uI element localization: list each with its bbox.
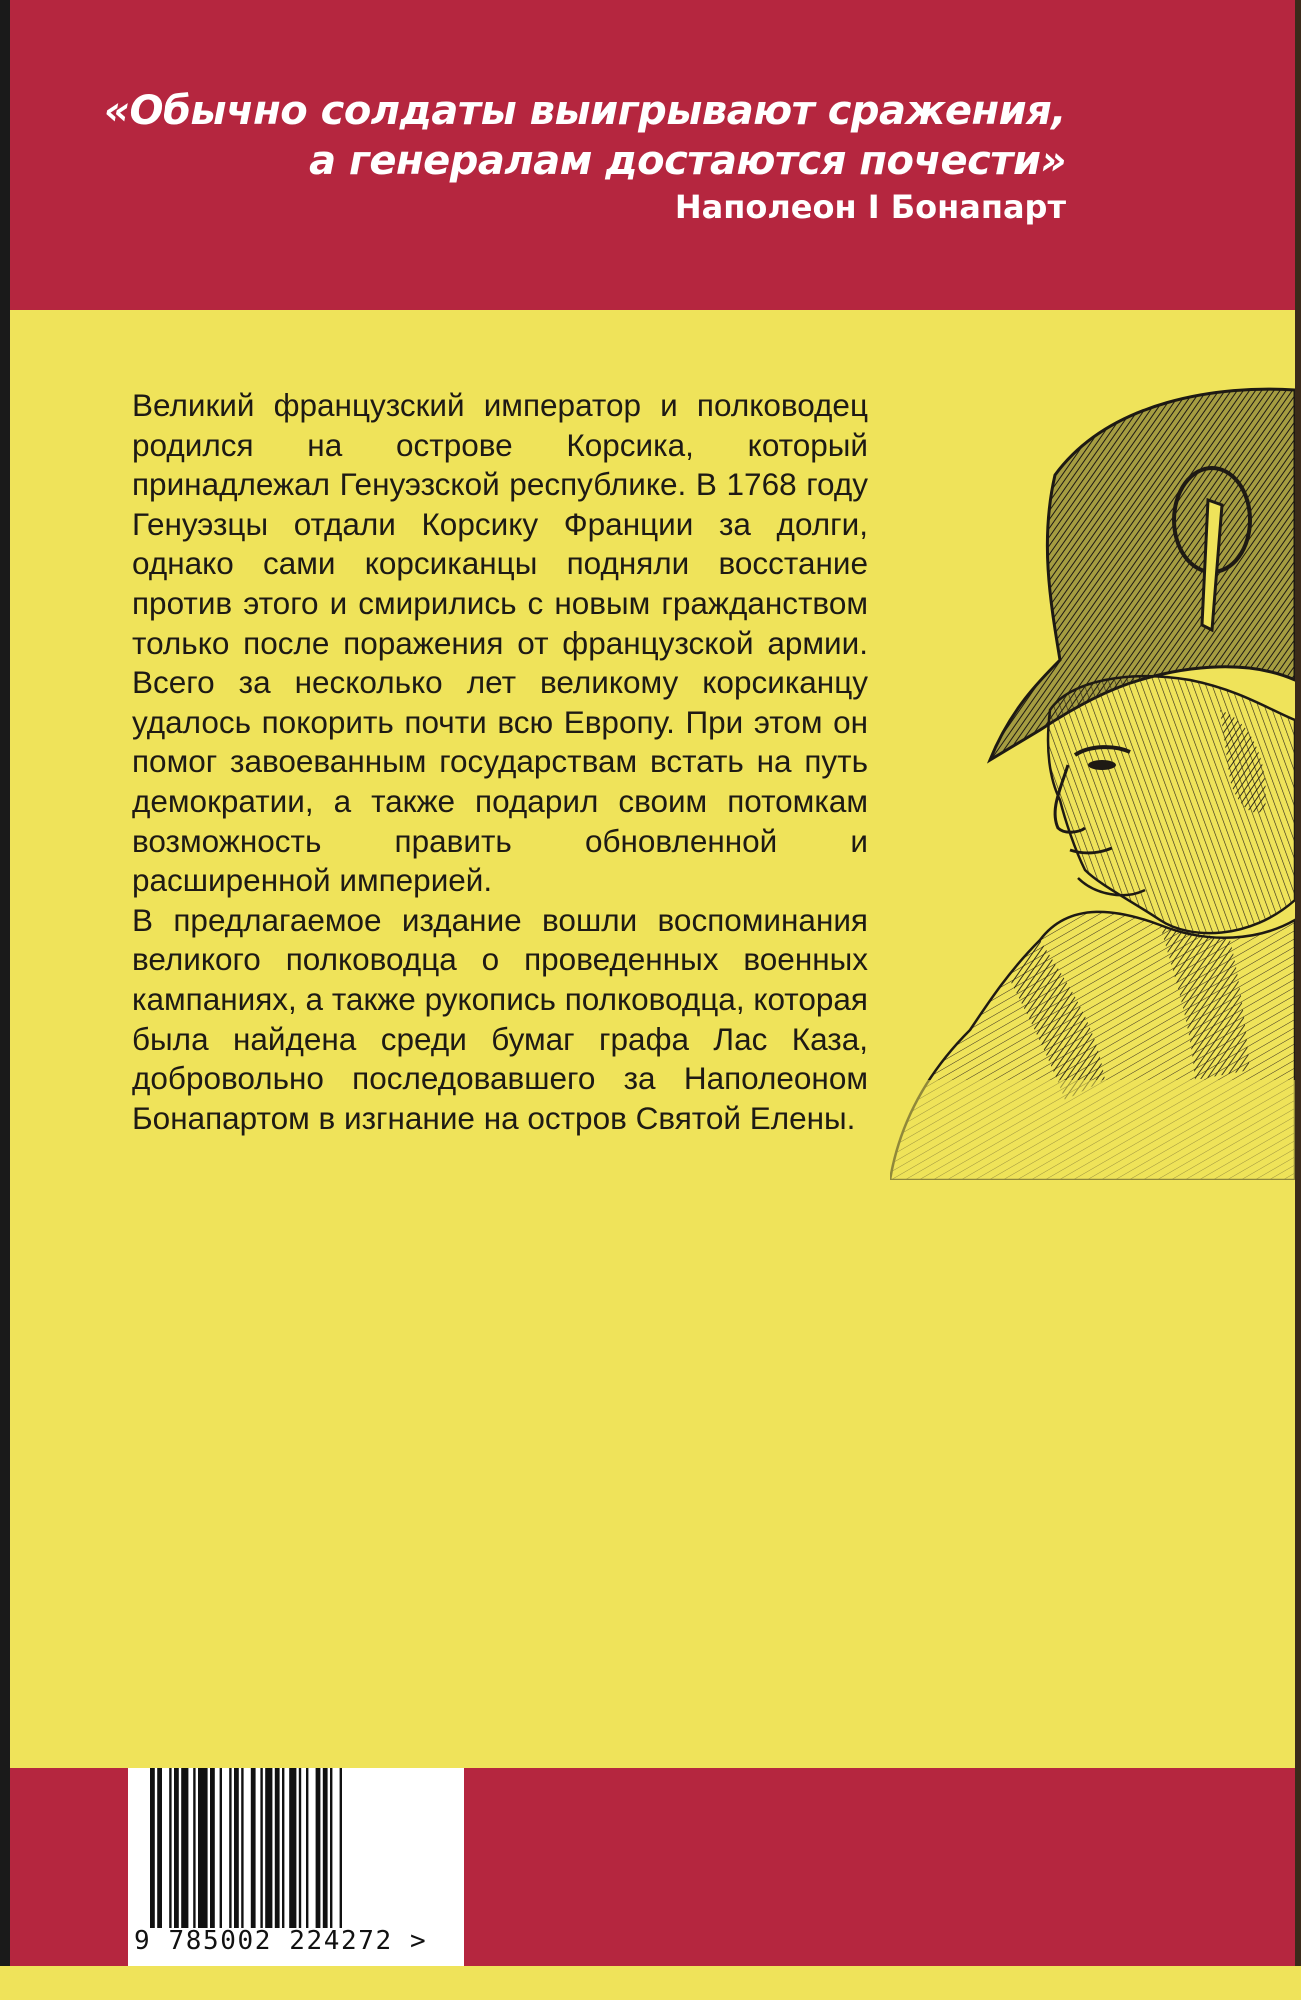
barcode-bar [251, 1768, 256, 1928]
barcode-bar [198, 1768, 208, 1928]
barcode-bar [210, 1768, 215, 1928]
barcode-bar [340, 1768, 342, 1928]
epigraph-quote [104, 86, 1066, 186]
barcode-bar [193, 1768, 195, 1928]
barcode-bar [220, 1768, 222, 1928]
barcode-bar [316, 1768, 321, 1928]
barcode-bar [260, 1768, 262, 1928]
barcode-bar [323, 1768, 328, 1928]
quote-author: Наполеон I Бонапарт [674, 188, 1066, 226]
barcode-bar [181, 1768, 188, 1928]
cover-right-edge [1295, 0, 1301, 2000]
bottom-edge-strip [0, 1966, 1301, 2000]
quote-line-2: а генералам достаются почести» [309, 138, 1066, 184]
barcode-bar [289, 1768, 296, 1928]
barcode-bar [241, 1768, 243, 1928]
annotation-paragraph-2: В предлагаемое издание вошли воспоминания великого полководца о проведенных военных кампаниях, а также рукопись полководца, которая была найдена среди бумаг графа Лас Каза, добровольно последовавшего за Наполеоном Бонапартом в изгнание на остров Святой Елены. [132, 901, 868, 1136]
annotation-paragraph-1: Великий французский император и полководец родился на острове Корсика, который принадлежал Генуэзской республике. В 1768 году Генуэзцы отдали Корсику Франции за долги, однако сами корсиканцы подняли восстание против этого и смирились с новым гражданством только после поражения от французской армии. Всего за несколько лет великому корсиканцу удалось покорить почти всю Европу. При этом он помог завоеванным государствам встать на путь демократии, а также подарил своим потомкам возможность править обновленной и расширенной империей. [132, 387, 868, 899]
barcode-bar [265, 1768, 272, 1928]
barcode-bar [330, 1768, 332, 1928]
barcode-bar [229, 1768, 231, 1928]
barcode-bar [150, 1768, 155, 1928]
barcode-bar [299, 1768, 301, 1928]
quote-line-1: «Обычно солдаты выигрывают сражения, [104, 88, 1066, 134]
barcode-bars [148, 1768, 448, 1928]
barcode-bar [174, 1768, 179, 1928]
barcode-bar [157, 1768, 162, 1928]
annotation-text [132, 386, 868, 1138]
barcode-bar [234, 1768, 239, 1928]
napoleon-portrait-engraving [890, 380, 1295, 1180]
cover-left-edge [0, 0, 10, 2000]
barcode-bar [306, 1768, 308, 1928]
barcode-bar [275, 1768, 280, 1928]
isbn-barcode [128, 1768, 464, 1966]
barcode-bar [169, 1768, 171, 1928]
barcode-bar [282, 1768, 284, 1928]
isbn-number: 9 785002 224272 > [134, 1926, 428, 1956]
